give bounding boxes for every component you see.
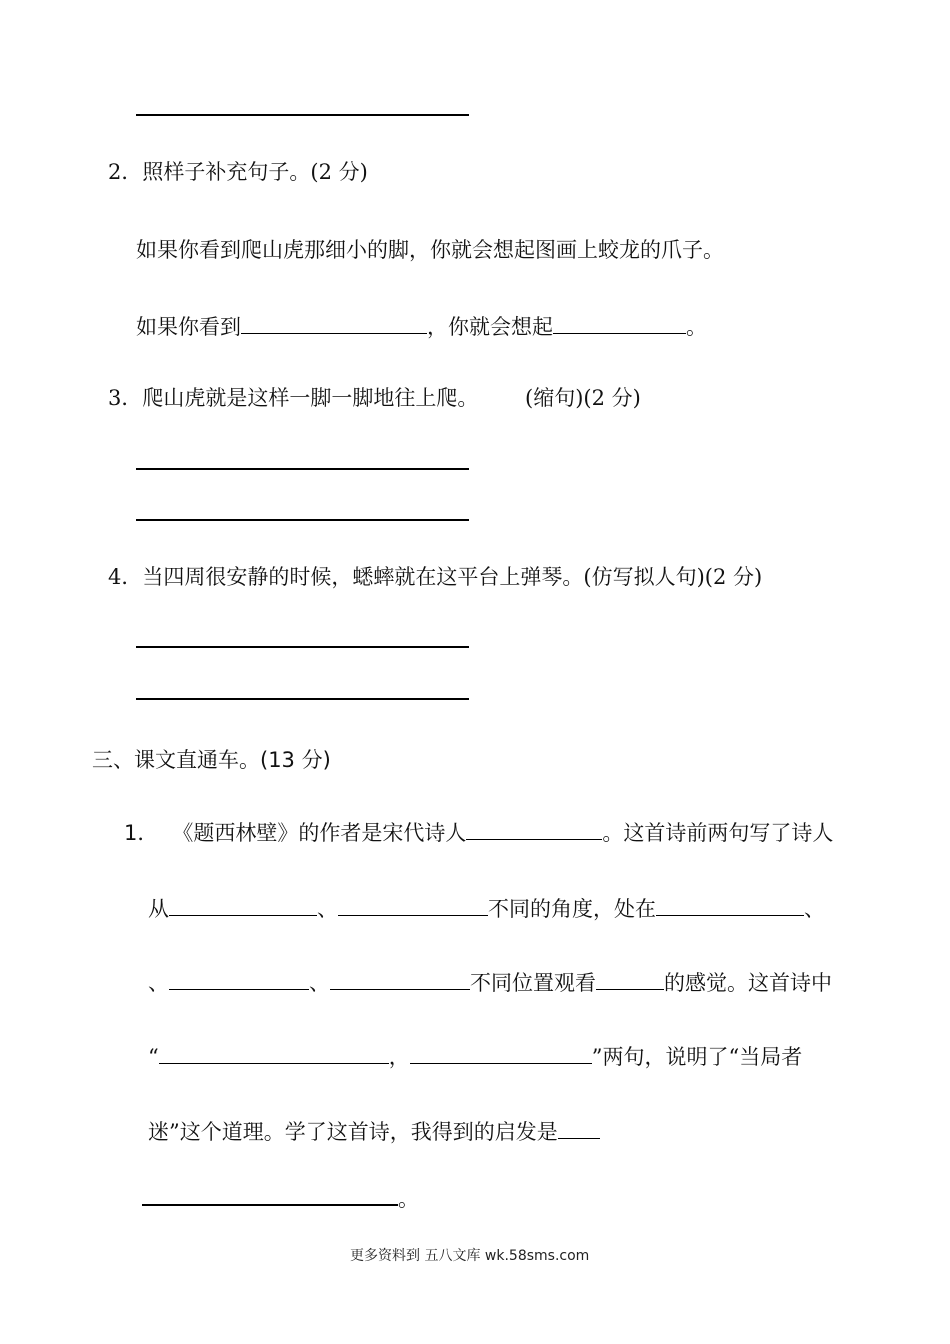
answer-line[interactable]: [136, 114, 469, 116]
fill-sentence: [136, 311, 707, 341]
fill-text: ，你就会想起: [427, 315, 553, 339]
text: 的感觉。这首诗中: [664, 971, 832, 995]
question-3: [108, 384, 478, 412]
page-footer: 更多资料到 五八文库 wk.58sms.com: [350, 1248, 590, 1264]
text: 不同位置观看: [470, 971, 596, 995]
section-title: 三、课文直通车。(13 分): [92, 748, 331, 772]
text: 《题西林壁》的作者是宋代诗人: [172, 821, 467, 845]
question-prompt: 爬山虎就是这样一脚一脚地往上爬。: [142, 386, 479, 410]
fill-blank[interactable]: [159, 1041, 389, 1064]
example-sentence: 如果你看到爬山虎那细小的脚，你就会想起图画上蛟龙的爪子。: [136, 238, 724, 262]
text: 不同的角度，处在: [488, 897, 656, 921]
fill-blank[interactable]: [410, 1041, 592, 1064]
question-prompt: 照样子补充句子。(2 分): [142, 160, 368, 184]
text: 迷”这个道理。学了这首诗，我得到的启发是: [148, 1120, 558, 1144]
question-number: 4．: [108, 565, 143, 589]
fill-blank[interactable]: [142, 1182, 398, 1206]
question-prompt: 当四周很安静的时候，蟋蟀就在这平台上弹琴。(仿写拟人句)(2 分): [142, 565, 763, 589]
question-note: (缩句)(2 分): [525, 386, 641, 410]
text: “: [148, 1045, 159, 1069]
text: 。这首诗前两句写了诗人: [602, 821, 834, 845]
fill-blank[interactable]: [466, 817, 602, 840]
text: 、: [804, 897, 825, 921]
question-4: [108, 563, 762, 591]
s3-question-1-line-2: [148, 893, 825, 923]
fill-blank[interactable]: [656, 893, 804, 916]
question-2: [108, 158, 368, 186]
fill-blank[interactable]: [553, 311, 686, 334]
fill-text: 。: [686, 315, 707, 339]
text: 、: [317, 897, 338, 921]
s3-question-1-line-1: [124, 817, 833, 847]
s3-question-1-line-6: [142, 1182, 419, 1213]
fill-blank[interactable]: [338, 893, 488, 916]
fill-blank[interactable]: [169, 967, 309, 990]
s3-question-1-line-4: [148, 1041, 802, 1071]
text: 、: [148, 971, 169, 995]
fill-blank[interactable]: [241, 311, 427, 334]
question-number: 2．: [108, 160, 143, 184]
fill-blank[interactable]: [169, 893, 317, 916]
fill-text: 如果你看到: [136, 315, 241, 339]
text: 。: [398, 1187, 419, 1211]
fill-blank[interactable]: [558, 1116, 600, 1139]
fill-blank[interactable]: [330, 967, 470, 990]
answer-line[interactable]: [136, 698, 469, 700]
text: 、: [309, 971, 330, 995]
answer-line[interactable]: [136, 646, 469, 648]
question-number: 3．: [108, 386, 143, 410]
text: ”两句，说明了“当局者: [591, 1045, 803, 1069]
s3-question-1-line-5: [148, 1116, 600, 1146]
text: 从: [148, 897, 169, 921]
fill-blank[interactable]: [596, 967, 664, 990]
s3-question-1-line-3: [148, 967, 832, 997]
answer-line[interactable]: [136, 519, 469, 521]
answer-line[interactable]: [136, 468, 469, 470]
question-number: 1．: [124, 821, 159, 845]
text: ，: [388, 1045, 410, 1069]
